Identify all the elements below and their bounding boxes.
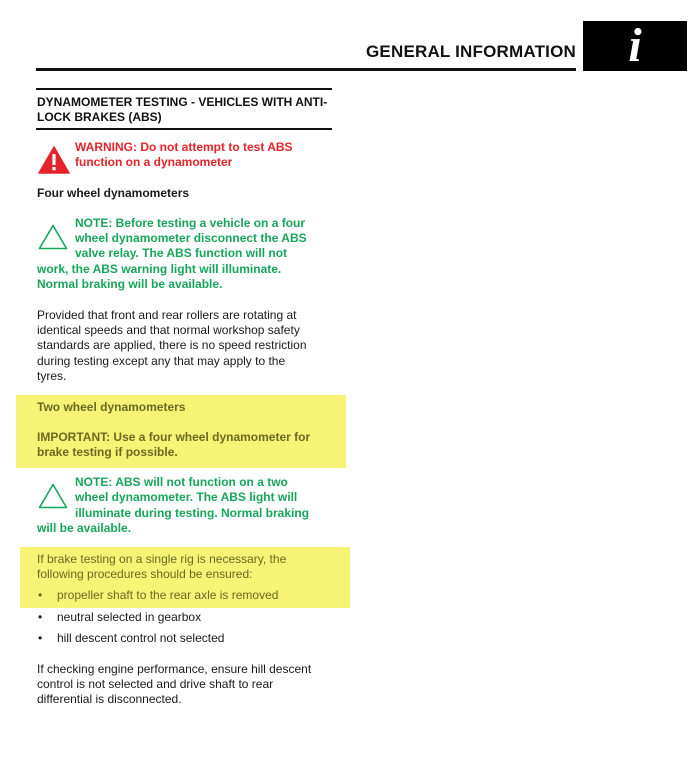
section-top-rule bbox=[36, 88, 332, 90]
list-item bbox=[38, 610, 328, 625]
two-wheel-note-line-1: NOTE: ABS will not function on a two bbox=[75, 475, 288, 489]
four-wheel-para-line-1: Provided that front and rear rollers are rotating at bbox=[37, 308, 297, 322]
four-wheel-note-line-2: wheel dynamometer disconnect the ABS bbox=[75, 231, 307, 245]
procedure-intro-line-1: If brake testing on a single rig is necessary, the bbox=[37, 552, 287, 566]
four-wheel-para-line-3: standards are applied, there is no speed restriction bbox=[37, 338, 307, 352]
four-wheel-note-line-4: work, the ABS warning light will illuminate. bbox=[37, 262, 282, 276]
four-wheel-para-line-2: identical speeds and that normal workshop safety bbox=[37, 323, 300, 337]
section-heading: DYNAMOMETER TESTING - VEHICLES WITH ANTI-LOCK BRAKES (ABS) bbox=[37, 95, 328, 124]
final-para-line-3: differential is disconnected. bbox=[37, 692, 182, 706]
final-para-line-1: If checking engine performance, ensure hill descent bbox=[37, 662, 312, 676]
list-item-text: neutral selected in gearbox bbox=[57, 610, 202, 624]
section-bottom-rule bbox=[36, 128, 332, 130]
important-line-2: brake testing if possible. bbox=[37, 445, 178, 459]
procedure-intro-line-2: following procedures should be ensured: bbox=[37, 567, 253, 581]
two-wheel-note-line-3: illuminate during testing. Normal braking bbox=[75, 506, 310, 520]
warning-line-2: function on a dynamometer bbox=[75, 155, 233, 169]
list-item bbox=[38, 588, 328, 603]
warning-triangle-icon bbox=[38, 146, 70, 174]
page-section-title: GENERAL INFORMATION bbox=[366, 42, 576, 61]
two-wheel-note-line-4: will be available. bbox=[37, 521, 132, 535]
four-wheel-para-line-5: tyres. bbox=[37, 369, 67, 383]
note-triangle-icon bbox=[38, 483, 68, 509]
four-wheel-note-line-1: NOTE: Before testing a vehicle on a four bbox=[75, 216, 306, 230]
four-wheel-heading: Four wheel dynamometers bbox=[37, 186, 190, 200]
header-divider bbox=[36, 68, 576, 71]
bullet-marker: • bbox=[38, 588, 43, 602]
two-wheel-heading: Two wheel dynamometers bbox=[37, 400, 186, 414]
bullet-marker: • bbox=[38, 631, 43, 645]
note-triangle-icon bbox=[38, 224, 68, 250]
list-item bbox=[38, 631, 328, 646]
final-para-line-2: control is not selected and drive shaft to rear bbox=[37, 677, 274, 691]
info-icon: i bbox=[628, 19, 642, 72]
warning-line-1: WARNING: Do not attempt to test ABS bbox=[75, 140, 293, 154]
two-wheel-note-line-2: wheel dynamometer. The ABS light will bbox=[75, 490, 298, 504]
four-wheel-para-line-4: during testing except any that may apply to the bbox=[37, 354, 286, 368]
list-item-text: propeller shaft to the rear axle is removed bbox=[57, 588, 279, 602]
list-item-text: hill descent control not selected bbox=[57, 631, 225, 645]
bullet-marker: • bbox=[38, 610, 43, 624]
important-line-1: IMPORTANT: Use a four wheel dynamometer for bbox=[37, 430, 311, 444]
four-wheel-note-line-3: valve relay. The ABS function will not bbox=[75, 246, 288, 260]
four-wheel-note-line-5: Normal braking will be available. bbox=[37, 277, 223, 291]
information-badge bbox=[583, 21, 687, 71]
